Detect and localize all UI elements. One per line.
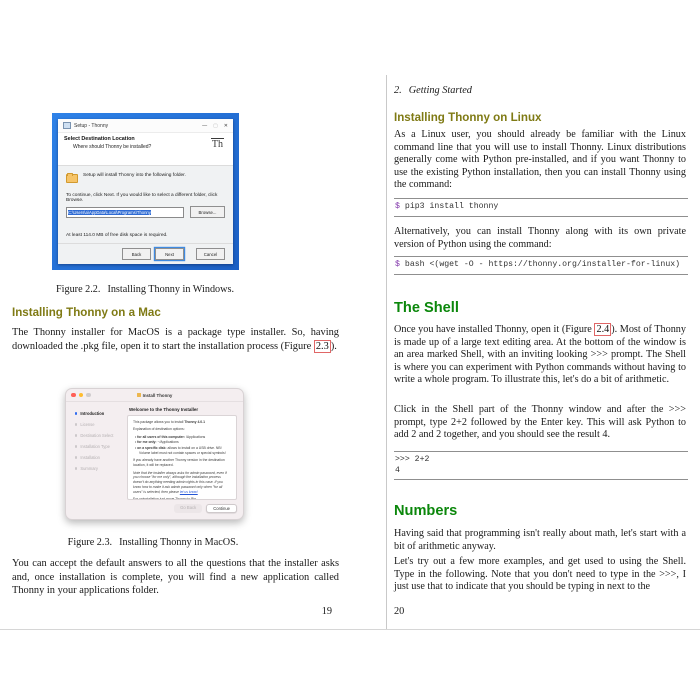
destination-option: • on a specific disk: allows to install on a USB drive. NB! Volume label must not contain spaces or special symbols! bbox=[135, 446, 226, 455]
running-header: 2. Getting Started bbox=[394, 85, 472, 96]
page-bottom-edge-line bbox=[0, 629, 700, 630]
dialog-title: Select Destination Location bbox=[64, 136, 135, 142]
continue-instruction-text: To continue, click Next. If you would like to select a different folder, click Browse. bbox=[66, 193, 218, 203]
step-dot-icon bbox=[75, 467, 77, 469]
shell-prompt: $ bbox=[395, 260, 400, 269]
package-icon bbox=[137, 393, 141, 397]
step-dot-icon bbox=[75, 412, 77, 414]
dialog-header bbox=[58, 133, 233, 166]
figure-2-2-caption bbox=[40, 284, 250, 295]
go-back-button[interactable]: Go Back bbox=[174, 504, 202, 513]
step-destination-select: Destination Select bbox=[75, 433, 127, 438]
figure-mac-installer bbox=[65, 388, 244, 520]
caption-label: Figure 2.2. bbox=[56, 284, 101, 295]
paragraph-shell-intro: Once you have installed Thonny, open it (Figure 2.4 ). Most of Thonny is made up of a large text editing area. At the bottom of the window is an area marked Shell, with an inviting looking >>> prompt. The Shell is where you can experiment with Python commands without having to write a whole program. To illustrate this, let's do a bit of arithmetic. bbox=[394, 324, 686, 385]
setup-window bbox=[58, 119, 233, 264]
page-divider-line bbox=[386, 75, 387, 629]
step-introduction: Introduction bbox=[75, 411, 127, 416]
step-dot-icon bbox=[75, 423, 77, 425]
step-summary: Summary bbox=[75, 466, 127, 471]
selected-path-text: C:\Users\a\AppData\Local\Programs\Thonny bbox=[68, 209, 151, 215]
repl-output-line: 4 bbox=[395, 465, 400, 475]
step-dot-icon bbox=[75, 445, 77, 447]
heading-numbers: Numbers bbox=[394, 503, 458, 519]
install-folder-text: Setup will install Thonny into the following folder. bbox=[83, 173, 186, 178]
package-intro-text: This package allows you to install Thonny 4.0.1 bbox=[133, 420, 205, 424]
paragraph-accept-defaults: You can accept the default answers to all the questions that the installer asks and, once installation is complete, you will find a new application called Thonny in your applications folder. bbox=[12, 558, 339, 597]
paragraph-numbers-1: Having said that programming isn't really about math, let's start with a bit of arithmetic anyway. bbox=[394, 528, 686, 552]
cancel-button[interactable]: Cancel bbox=[196, 248, 225, 260]
destination-path-input[interactable] bbox=[66, 207, 184, 218]
window-title: Setup - Thonny bbox=[74, 122, 109, 129]
heading-installing-mac: Installing Thonny on a Mac bbox=[12, 306, 161, 319]
folder-icon bbox=[66, 174, 78, 183]
explanation-text: Explanation of destination options: bbox=[133, 427, 185, 432]
destination-option: • for all users of this computer: /Applications bbox=[135, 434, 206, 439]
destination-option: • for me only: ~/Applications bbox=[135, 440, 179, 445]
admin-password-note: Note that the installer always asks for admin password, even if you choose "for me only", although the installation process doesn't do anything needing admin rights in this case. If you know how to make it ask admin password only when "for all users" is selected, then please let us know! bbox=[133, 470, 227, 494]
repl-block bbox=[394, 451, 688, 480]
heading-the-shell: The Shell bbox=[394, 300, 459, 316]
mac-button-row bbox=[127, 504, 237, 513]
step-license: License bbox=[75, 422, 127, 427]
disk-space-note: At least 114.0 MB of free disk space is required. bbox=[66, 233, 168, 238]
code-block-bash bbox=[394, 256, 688, 275]
page-number-19: 19 bbox=[321, 606, 332, 617]
step-dot-icon bbox=[75, 434, 77, 436]
dialog-button-bar bbox=[58, 243, 233, 264]
figure-2-3-caption bbox=[48, 537, 258, 548]
command-text: pip3 install thonny bbox=[404, 202, 499, 211]
installer-description-box bbox=[127, 415, 237, 500]
next-button[interactable]: Next bbox=[155, 248, 184, 260]
caption-text: Installing Thonny in Windows. bbox=[107, 284, 234, 295]
welcome-heading: Welcome to the Thonny Installer bbox=[129, 407, 199, 412]
replacement-note: If you already have another Thonny version in the destination location, it will be replaced. bbox=[133, 458, 225, 468]
paragraph-mac-installer bbox=[12, 326, 339, 353]
paragraph-numbers-2: Let's try out a few more examples, and get used to using the Shell. Type in the following. Note that you don't need to type in the >>>, I just use that to indicate that you should be typing in next to the bbox=[394, 556, 686, 592]
installer-app-icon bbox=[63, 122, 71, 129]
paragraph-shell-try: Click in the Shell part of the Thonny window and after the >>> prompt, type 2+2 followed by the Enter key. This will ask Python to add 2 and 2 together, and you should see the result 4. bbox=[394, 404, 686, 440]
figure-ref-2-4-link[interactable]: 2.4 bbox=[596, 324, 610, 335]
uninstall-note: For uninstallation just move Thonny to Bin. bbox=[133, 497, 198, 500]
dialog-body bbox=[58, 166, 233, 243]
heading-installing-linux: Installing Thonny on Linux bbox=[394, 111, 542, 124]
caption-text: Installing Thonny in MacOS. bbox=[119, 537, 239, 548]
figure-windows-installer bbox=[52, 113, 239, 270]
let-us-know-link[interactable]: let us know! bbox=[179, 489, 198, 494]
repl-input-line: >>> 2+2 bbox=[395, 455, 430, 464]
command-text: bash <(wget -O - https://thonny.org/installer-for-linux) bbox=[404, 260, 681, 269]
thonny-logo: Th bbox=[211, 139, 223, 150]
step-installation-type: Installation Type bbox=[75, 444, 127, 449]
back-button[interactable]: Back bbox=[122, 248, 151, 260]
installer-steps-sidebar bbox=[66, 407, 127, 513]
paragraph-linux-intro: As a Linux user, you should already be familiar with the Linux command line that you will use to install Thonny. Linux distributions generally come with Python pre-installed, and if you want Thonny to use the existing Python installation, then you can install Thonny using the command: bbox=[394, 129, 686, 190]
step-installation: Installation bbox=[75, 455, 127, 460]
paragraph-text: The Thonny installer for MacOS is a package type installer. So, having downloaded the .pkg file, open it to start the installation process (Figure bbox=[12, 327, 339, 352]
step-dot-icon bbox=[75, 456, 77, 458]
continue-button[interactable]: Continue bbox=[206, 504, 237, 513]
window-titlebar bbox=[58, 119, 233, 133]
page-number-20: 20 bbox=[394, 606, 405, 617]
maximize-icon[interactable]: ▢ bbox=[213, 122, 218, 129]
caption-label: Figure 2.3. bbox=[67, 537, 113, 548]
browse-button[interactable]: Browse... bbox=[190, 206, 225, 218]
paragraph-alternative: Alternatively, you can install Thonny along with its own private version of Python using the command: bbox=[394, 226, 686, 250]
mac-window-title: Install Thonny bbox=[66, 393, 243, 398]
close-icon[interactable]: ✕ bbox=[223, 122, 228, 129]
figure-ref-2-3-link[interactable]: 2.3 bbox=[315, 340, 329, 352]
shell-prompt: $ bbox=[395, 202, 400, 211]
minimize-icon[interactable]: — bbox=[202, 122, 208, 129]
dialog-subtitle: Where should Thonny be installed? bbox=[73, 144, 152, 150]
code-block-pip bbox=[394, 198, 688, 217]
paragraph-text: ). bbox=[330, 340, 337, 352]
mac-titlebar bbox=[66, 389, 243, 402]
